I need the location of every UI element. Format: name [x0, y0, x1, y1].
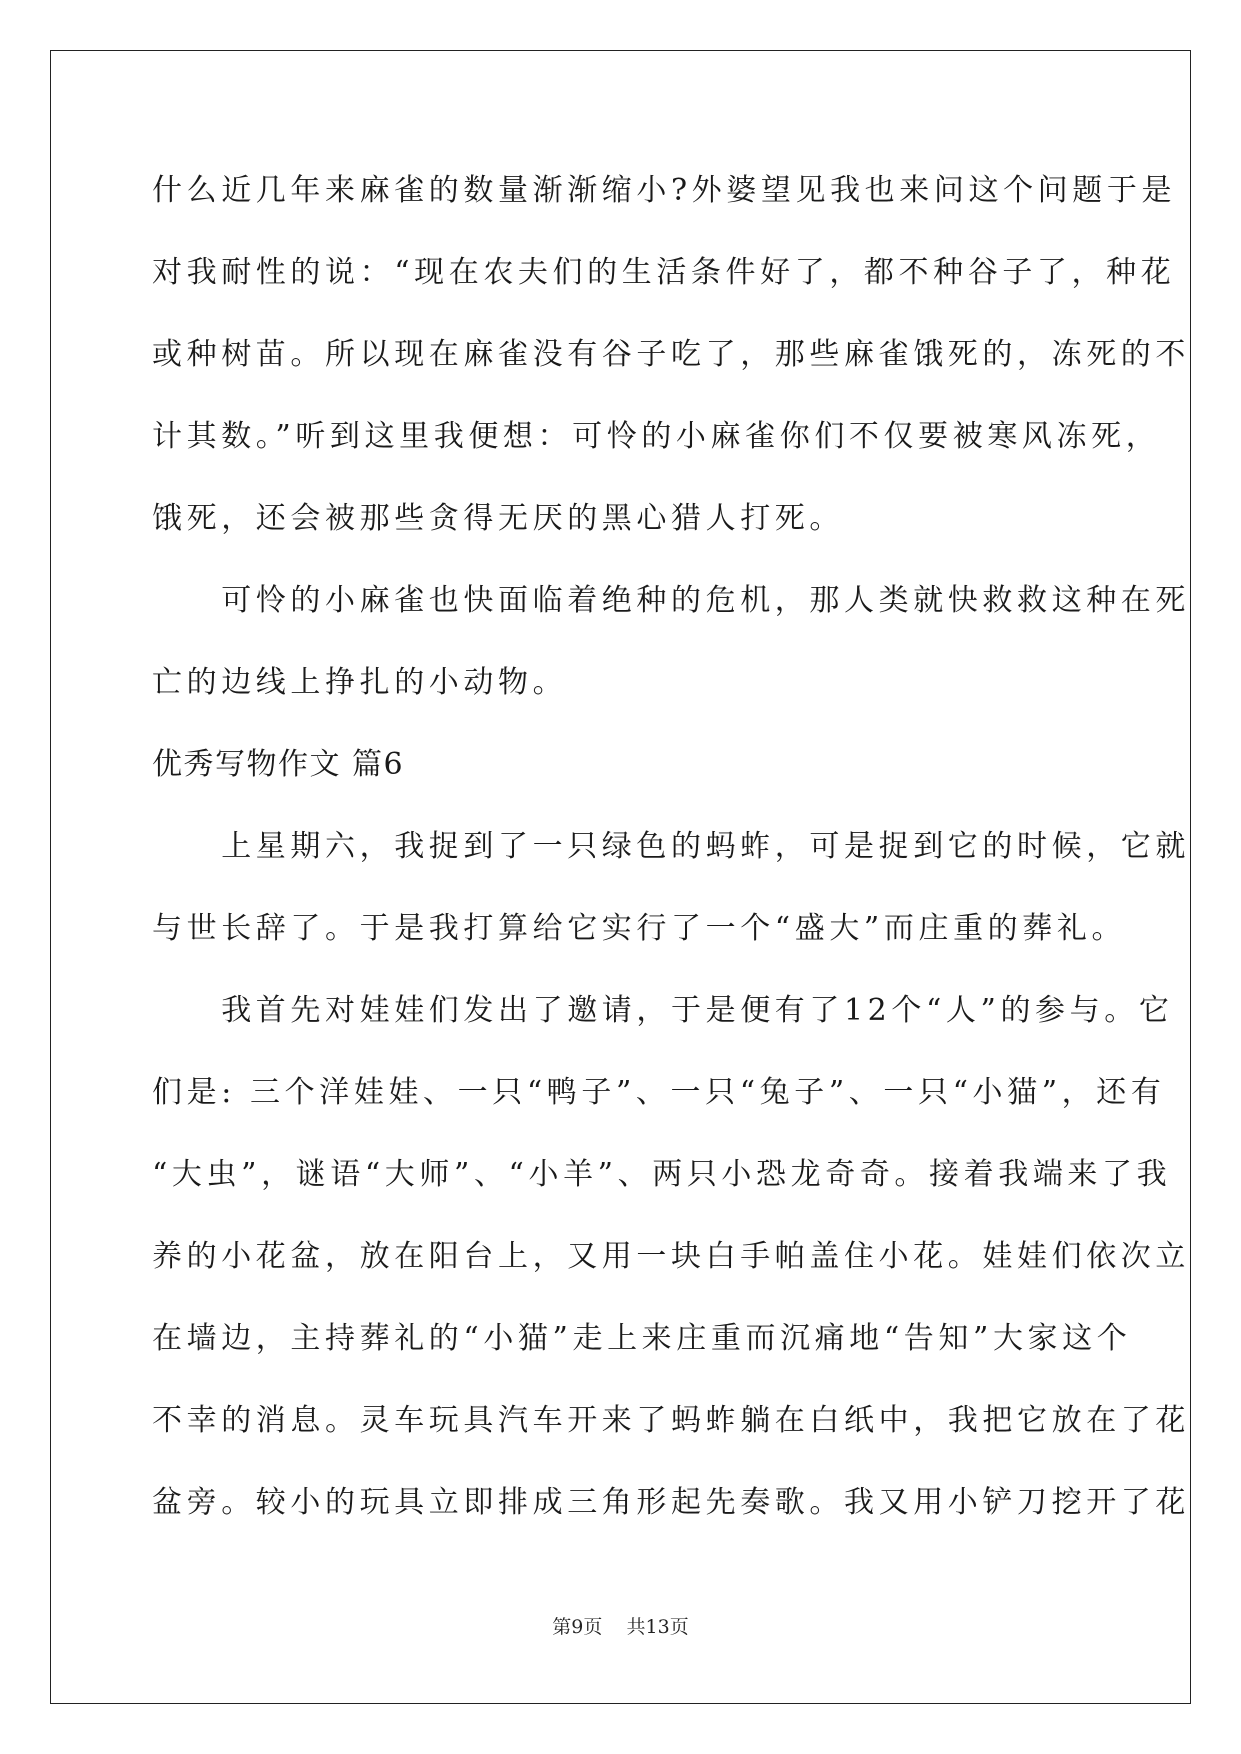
text-line: 可怜的小麻雀也快面临着绝种的危机，那人类就快救救这种在死 [152, 583, 1190, 618]
page-number-footer: 第9页 共13页 [552, 1616, 689, 1638]
text-line: 对我耐性的说：“现在农夫们的生活条件好了，都不种谷子了，种花 [152, 255, 1176, 290]
text-line: “大虫”，谜语“大师”、“小羊”、两只小恐龙奇奇。接着我端来了我 [152, 1157, 1172, 1192]
text-line: 与世长辞了。于是我打算给它实行了一个“盛大”而庄重的葬礼。 [152, 911, 1127, 946]
text-line: 饿死，还会被那些贪得无厌的黑心猎人打死。 [152, 501, 844, 536]
text-line: 什么近几年来麻雀的数量渐渐缩小?外婆望见我也来问这个问题于是 [152, 173, 1177, 208]
text-line: 养的小花盆，放在阳台上，又用一块白手帕盖住小花。娃娃们依次立 [152, 1239, 1190, 1274]
text-line: 在墙边，主持葬礼的“小猫”走上来庄重而沉痛地“告知”大家这个 [152, 1321, 1132, 1356]
text-line: 盆旁。较小的玩具立即排成三角形起先奏歌。我又用小铲刀挖开了花 [152, 1485, 1190, 1520]
text-line: 不幸的消息。灵车玩具汽车开来了蚂蚱躺在白纸中，我把它放在了花 [152, 1403, 1190, 1438]
section-heading: 优秀写物作文 篇6 [152, 747, 405, 782]
text-line: 亡的边线上挣扎的小动物。 [152, 665, 568, 700]
text-line: 们是: 三个洋娃娃、一只“鸭子”、一只“兔子”、一只“小猫”，还有 [152, 1075, 1166, 1110]
text-line: 上星期六，我捉到了一只绿色的蚂蚱，可是捉到它的时候，它就 [152, 829, 1190, 864]
text-line: 或种树苗。所以现在麻雀没有谷子吃了，那些麻雀饿死的，冻死的不 [152, 337, 1190, 372]
text-line: 我首先对娃娃们发出了邀请，于是便有了12个“人”的参与。它 [152, 993, 1174, 1028]
text-line: 计其数。”听到这里我便想：可怜的小麻雀你们不仅要被寒风冻死， [152, 419, 1161, 454]
document-body [152, 160, 1190, 1554]
